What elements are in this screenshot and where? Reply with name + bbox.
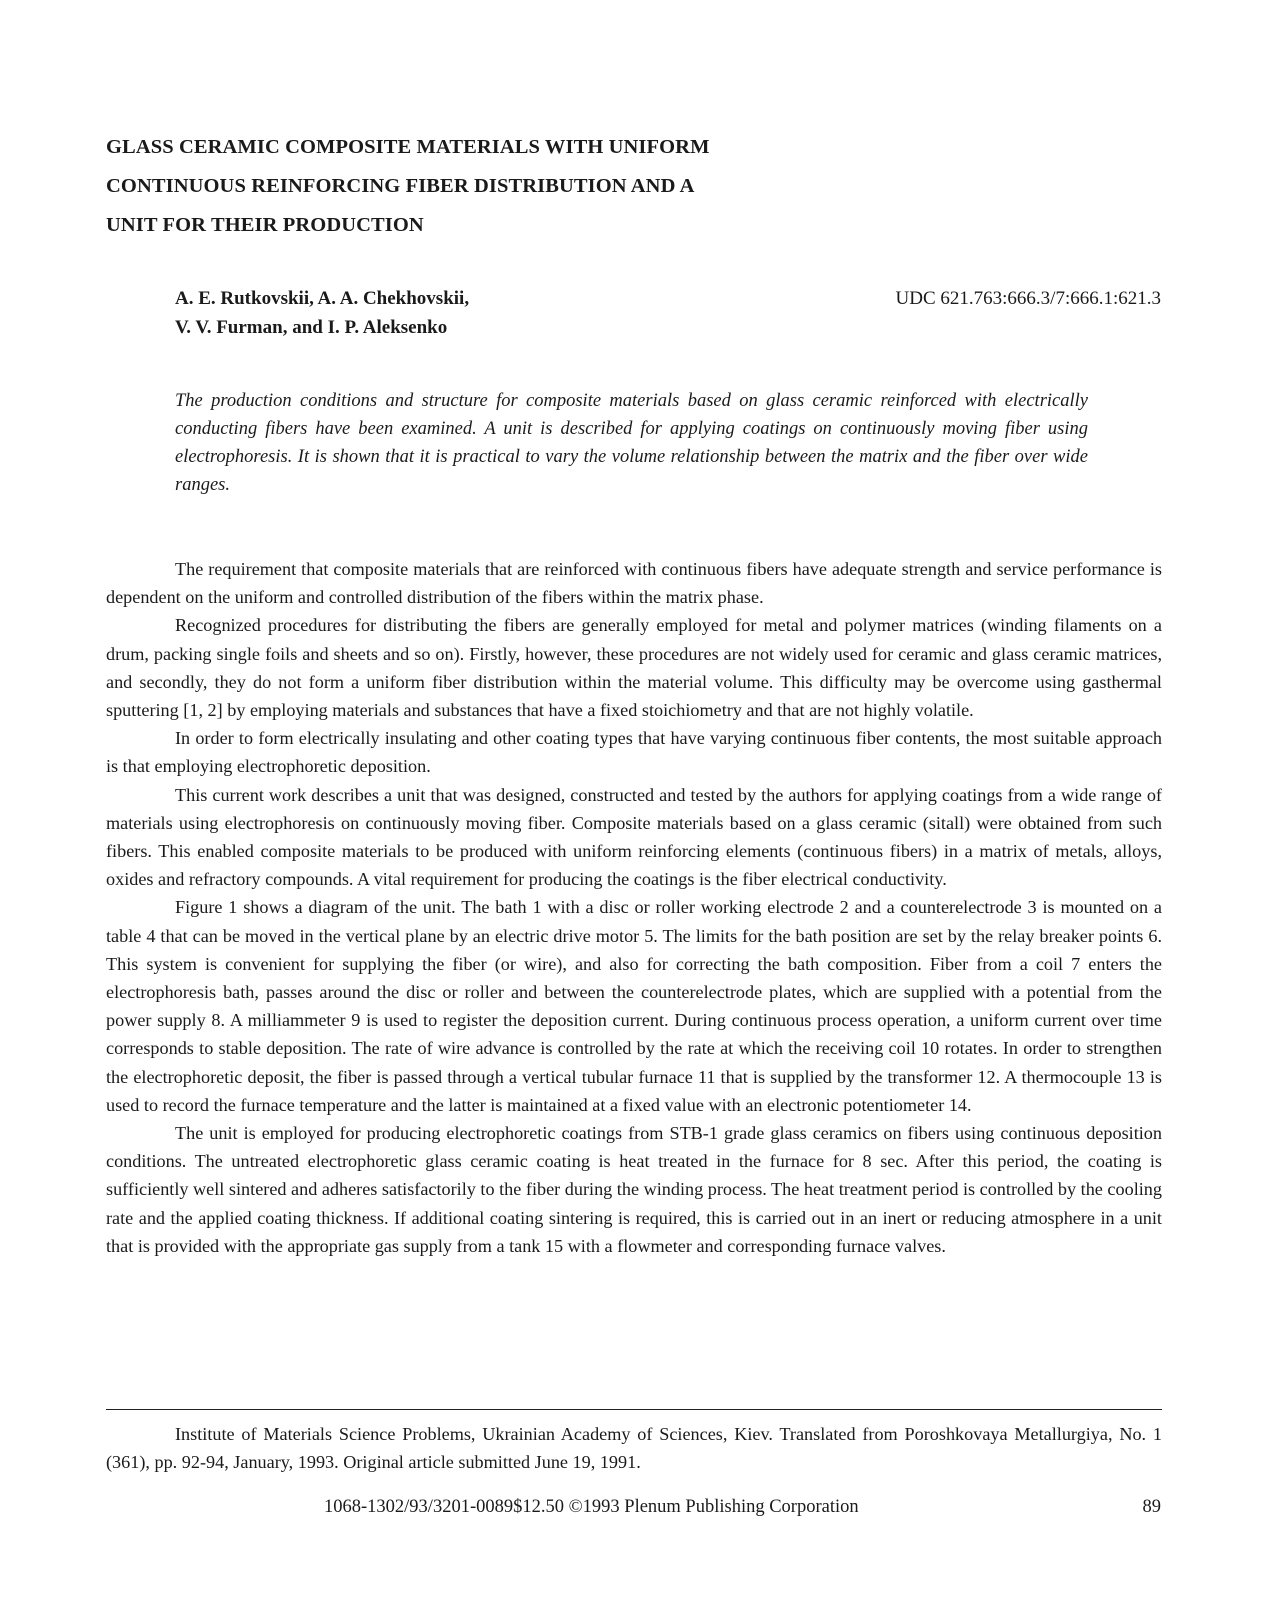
body-paragraph: In order to form electrically insulating and other coating types that have varying continuous fiber contents, the most suitable approach is that employing electrophoretic deposition. (106, 728, 1162, 777)
title-line: UNIT FOR THEIR PRODUCTION (106, 214, 424, 236)
article-body (106, 555, 1162, 1260)
author-line: V. V. Furman, and I. P. Aleksenko (175, 317, 448, 338)
body-paragraph: This current work describes a unit that was designed, constructed and tested by the authors for applying coatings from a wide range of materials using electrophoresis on continuously moving fiber. Composite materials based on a glass ceramic (sitall) were obtained from such fibers. This enabled composite materials to be produced with uniform reinforcing elements (continuous fibers) in a matrix of metals, alloys, oxides and refractory compounds. A vital requirement for producing the coatings is the fiber electrical conductivity. (106, 784, 1162, 890)
author-list (175, 284, 469, 342)
article-title (106, 128, 826, 245)
title-line: GLASS CERAMIC COMPOSITE MATERIALS WITH UNIFORM (106, 136, 710, 158)
title-line: CONTINUOUS REINFORCING FIBER DISTRIBUTION AND A (106, 175, 695, 197)
footer-publisher-code: 1068-1302/93/3201-0089$12.50 ©1993 Plenum Publishing Corporation (324, 1497, 859, 1517)
udc-code: UDC 621.763:666.3/7:666.1:621.3 (895, 288, 1161, 309)
footnote-divider (106, 1409, 1162, 1410)
body-paragraph: Recognized procedures for distributing the fibers are generally employed for metal and polymer matrices (winding filaments on a drum, packing single foils and sheets and so on). Firstly, however, these procedures are not widely used for ceramic and glass ceramic matrices, and secondly, they do not form a uniform fiber distribution within the material volume. This difficulty may be overcome using gasthermal sputtering [1, 2] by employing materials and substances that have a fixed stoichiometry and that are not highly volatile. (106, 615, 1162, 721)
body-paragraph: The unit is employed for producing electrophoretic coatings from STB-1 grade glass ceramics on fibers using continuous deposition conditions. The untreated electrophoretic glass ceramic coating is heat treated in the furnace for 8 sec. After this period, the coating is sufficiently well sintered and adheres satisfactorily to the fiber during the winding process. The heat treatment period is controlled by the cooling rate and the applied coating thickness. If additional coating sintering is required, this is carried out in an inert or reducing atmosphere in a unit that is provided with the appropriate gas supply from a tank 15 with a flowmeter and corresponding furnace valves. (106, 1123, 1162, 1256)
author-line: A. E. Rutkovskii, A. A. Chekhovskii, (175, 288, 470, 309)
body-paragraph: The requirement that composite materials that are reinforced with continuous fibers have adequate strength and service performance is dependent on the uniform and controlled distribution of the fibers within the matrix phase. (106, 559, 1162, 608)
page-number: 89 (1142, 1497, 1161, 1517)
body-paragraph: Figure 1 shows a diagram of the unit. The bath 1 with a disc or roller working electrode 2 and a counterelectrode 3 is mounted on a table 4 that can be moved in the vertical plane by an electric drive motor 5. The limits for the bath position are set by the relay breaker points 6. This system is convenient for supplying the fiber (or wire), and also for correcting the bath composition. Fiber from a coil 7 enters the electrophoresis bath, passes around the disc or roller and between the counterelectrode plates, which are supplied with a potential from the power supply 8. A milliammeter 9 is used to register the deposition current. During continuous process operation, a uniform current over time corresponds to stable deposition. The rate of wire advance is controlled by the rate at which the receiving coil 10 rotates. In order to strengthen the electrophoretic deposit, the fiber is passed through a vertical tubular furnace 11 that is supplied by the transformer 12. A thermocouple 13 is used to record the furnace temperature and the latter is maintained at a fixed value with an electronic potentiometer 14. (106, 897, 1162, 1115)
footnote: Institute of Materials Science Problems, Ukrainian Academy of Sciences, Kiev. Translated from Poroshkovaya Metallurgiya, No. 1 (361), pp. 92-94, January, 1993. Original article submitted June 19, 1991. (106, 1424, 1162, 1472)
abstract: The production conditions and structure for composite materials based on glass ceramic reinforced with electrically conducting fibers have been examined. A unit is described for applying coatings on continuously moving fiber using electrophoresis. It is shown that it is practical to vary the volume relationship between the matrix and the fiber over wide ranges. (175, 391, 1088, 495)
